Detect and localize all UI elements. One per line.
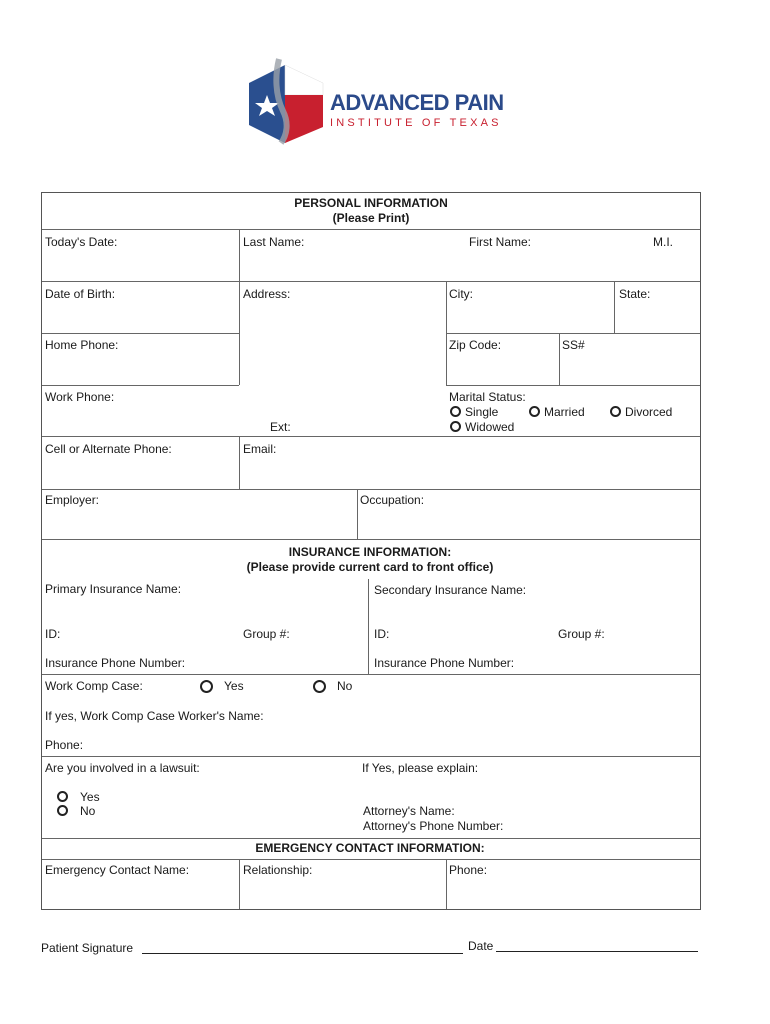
divorced-label: Divorced bbox=[625, 405, 673, 419]
occupation-label: Occupation: bbox=[360, 493, 425, 507]
insurance-header: INSURANCE INFORMATION: bbox=[288, 545, 452, 559]
date-label: Date bbox=[468, 939, 494, 953]
zip-label: Zip Code: bbox=[449, 338, 502, 352]
secondary-insurance-label: Secondary Insurance Name: bbox=[374, 583, 527, 597]
secondary-phone-label: Insurance Phone Number: bbox=[374, 656, 515, 670]
emergency-contact-label: Emergency Contact Name: bbox=[45, 863, 190, 877]
patient-signature-label: Patient Signature bbox=[41, 941, 134, 955]
divorced-radio[interactable] bbox=[610, 406, 621, 417]
single-label: Single bbox=[465, 405, 499, 419]
relationship-label: Relationship: bbox=[243, 863, 313, 877]
city-label: City: bbox=[449, 287, 473, 301]
logo-mark-icon bbox=[245, 55, 330, 145]
emergency-phone-label: Phone: bbox=[449, 863, 488, 877]
worker-name-label: If yes, Work Comp Case Worker's Name: bbox=[45, 709, 264, 723]
work-comp-yes-radio[interactable] bbox=[200, 680, 213, 693]
work-comp-yes-label: Yes bbox=[224, 679, 244, 693]
logo bbox=[245, 55, 535, 145]
primary-id-label: ID: bbox=[45, 627, 61, 641]
email-label: Email: bbox=[243, 442, 277, 456]
lawsuit-yes-label: Yes bbox=[80, 790, 100, 804]
married-label: Married bbox=[544, 405, 585, 419]
last-name-label: Last Name: bbox=[243, 235, 305, 249]
dob-label: Date of Birth: bbox=[45, 287, 116, 301]
cell-phone-label: Cell or Alternate Phone: bbox=[45, 442, 172, 456]
ext-label: Ext: bbox=[270, 420, 291, 434]
attorney-phone-label: Attorney's Phone Number: bbox=[363, 819, 504, 833]
ssn-label: SS# bbox=[562, 338, 585, 352]
lawsuit-no-label: No bbox=[80, 804, 96, 818]
primary-phone-label: Insurance Phone Number: bbox=[45, 656, 186, 670]
mi-label: M.I. bbox=[653, 235, 673, 249]
work-phone-label: Work Phone: bbox=[45, 390, 115, 404]
date-line[interactable] bbox=[496, 951, 698, 952]
primary-group-label: Group #: bbox=[243, 627, 290, 641]
primary-insurance-label: Primary Insurance Name: bbox=[45, 582, 182, 596]
patient-signature-line[interactable] bbox=[142, 953, 463, 954]
address-label: Address: bbox=[243, 287, 291, 301]
employer-label: Employer: bbox=[45, 493, 100, 507]
widowed-radio[interactable] bbox=[450, 421, 461, 432]
home-phone-label: Home Phone: bbox=[45, 338, 119, 352]
work-comp-phone-label: Phone: bbox=[45, 738, 84, 752]
first-name-label: First Name: bbox=[469, 235, 532, 249]
marital-status-label: Marital Status: bbox=[449, 390, 526, 404]
work-comp-no-radio[interactable] bbox=[313, 680, 326, 693]
state-label: State: bbox=[619, 287, 651, 301]
lawsuit-label: Are you involved in a lawsuit: bbox=[45, 761, 200, 775]
personal-header: PERSONAL INFORMATION bbox=[294, 196, 448, 210]
work-comp-label: Work Comp Case: bbox=[45, 679, 143, 693]
single-radio[interactable] bbox=[450, 406, 461, 417]
lawsuit-no-radio[interactable] bbox=[57, 805, 68, 816]
secondary-id-label: ID: bbox=[374, 627, 390, 641]
todays-date-label: Today's Date: bbox=[45, 235, 118, 249]
widowed-label: Widowed bbox=[465, 420, 515, 434]
insurance-subheader: (Please provide current card to front office) bbox=[246, 560, 494, 574]
emergency-header: EMERGENCY CONTACT INFORMATION: bbox=[255, 841, 485, 855]
logo-line1: ADVANCED PAIN bbox=[330, 90, 504, 115]
lawsuit-yes-radio[interactable] bbox=[57, 791, 68, 802]
attorney-name-label: Attorney's Name: bbox=[363, 804, 455, 818]
logo-line2: INSTITUTE OF TEXAS bbox=[330, 117, 502, 129]
work-comp-no-label: No bbox=[337, 679, 353, 693]
explain-label: If Yes, please explain: bbox=[362, 761, 479, 775]
married-radio[interactable] bbox=[529, 406, 540, 417]
personal-subheader: (Please Print) bbox=[332, 211, 410, 225]
secondary-group-label: Group #: bbox=[558, 627, 605, 641]
